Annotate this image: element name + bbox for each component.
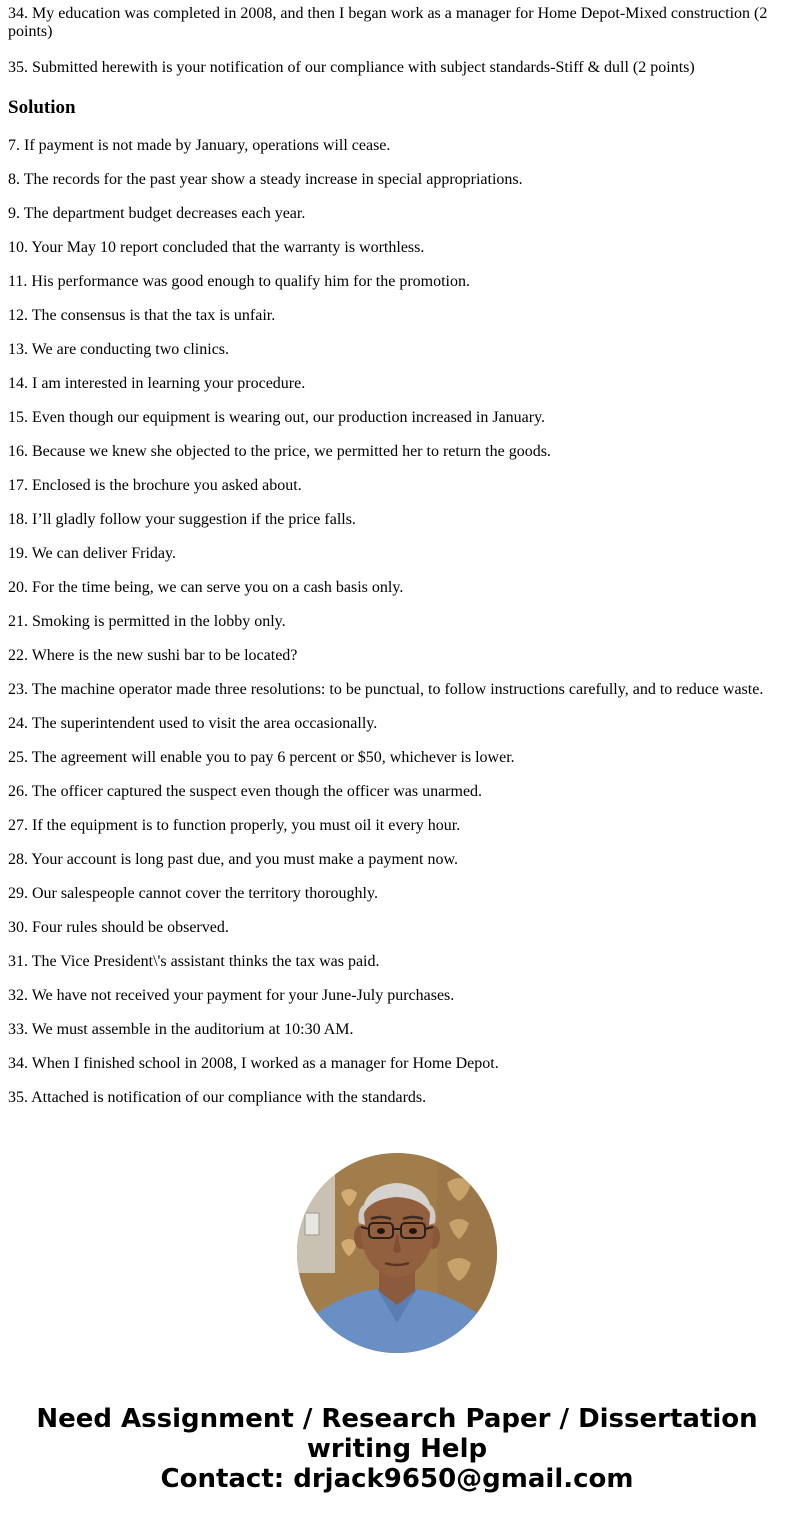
solution-item: 30. Four rules should be observed. bbox=[8, 919, 229, 936]
avatar bbox=[297, 1153, 497, 1353]
footer-line-1: Need Assignment / Research Paper / Dissertation bbox=[36, 1404, 758, 1434]
document-body bbox=[8, 5, 786, 1106]
intro-section bbox=[8, 5, 786, 77]
solution-list bbox=[8, 137, 786, 1123]
solution-item: 12. The consensus is that the tax is unfair. bbox=[8, 307, 276, 324]
solution-item: 10. Your May 10 report concluded that the warranty is worthless. bbox=[8, 239, 425, 256]
solution-item: 29. Our salespeople cannot cover the territory thoroughly. bbox=[8, 885, 378, 902]
solution-item: 26. The officer captured the suspect even though the officer was unarmed. bbox=[8, 783, 483, 800]
solution-item: 11. His performance was good enough to qualify him for the promotion. bbox=[8, 273, 470, 290]
solution-item: 28. Your account is long past due, and you must make a payment now. bbox=[8, 851, 459, 868]
solution-item: 14. I am interested in learning your procedure. bbox=[8, 375, 306, 392]
avatar-portrait bbox=[297, 1153, 497, 1353]
solution-item: 27. If the equipment is to function properly, you must oil it every hour. bbox=[8, 817, 461, 834]
solution-item: 8. The records for the past year show a steady increase in special appropriations. bbox=[8, 171, 523, 188]
solution-item: 25. The agreement will enable you to pay 6 percent or $50, whichever is lower. bbox=[8, 749, 515, 766]
footer-line-3: Contact: drjack9650@gmail.com bbox=[160, 1464, 634, 1494]
solution-item: 24. The superintendent used to visit the area occasionally. bbox=[8, 715, 378, 732]
solution-item: 31. The Vice President\'s assistant thinks the tax was paid. bbox=[8, 953, 380, 970]
solution-item: 7. If payment is not made by January, operations will cease. bbox=[8, 137, 391, 154]
solution-item: 22. Where is the new sushi bar to be located? bbox=[8, 647, 298, 664]
footer-contact bbox=[0, 1404, 794, 1494]
footer-line-2: writing Help bbox=[306, 1434, 488, 1464]
intro-item: 34. My education was completed in 2008, and then I began work as a manager for Home Depot-Mixed construction (2 points) bbox=[8, 5, 768, 40]
intro-item: 35. Submitted herewith is your notification of our compliance with subject standards-Stiff & dull (2 points) bbox=[8, 59, 695, 76]
solution-item: 23. The machine operator made three resolutions: to be punctual, to follow instructions carefully, and to reduce waste. bbox=[8, 681, 764, 698]
solution-item: 16. Because we knew she objected to the price, we permitted her to return the goods. bbox=[8, 443, 551, 460]
solution-item: 21. Smoking is permitted in the lobby only. bbox=[8, 613, 286, 630]
solution-item: 32. We have not received your payment for your June-July purchases. bbox=[8, 987, 455, 1004]
solution-item: 18. I’ll gladly follow your suggestion if the price falls. bbox=[8, 511, 356, 528]
solution-item: 19. We can deliver Friday. bbox=[8, 545, 176, 562]
solution-item: 13. We are conducting two clinics. bbox=[8, 341, 230, 358]
solution-item: 34. When I finished school in 2008, I worked as a manager for Home Depot. bbox=[8, 1055, 499, 1072]
solution-item: 20. For the time being, we can serve you on a cash basis only. bbox=[8, 579, 404, 596]
solution-item: 9. The department budget decreases each year. bbox=[8, 205, 306, 222]
solution-item: 15. Even though our equipment is wearing out, our production increased in January. bbox=[8, 409, 546, 426]
solution-item: 17. Enclosed is the brochure you asked about. bbox=[8, 477, 302, 494]
solution-heading: Solution bbox=[8, 97, 76, 118]
solution-item: 35. Attached is notification of our compliance with the standards. bbox=[8, 1089, 427, 1106]
solution-item: 33. We must assemble in the auditorium at 10:30 AM. bbox=[8, 1021, 354, 1038]
